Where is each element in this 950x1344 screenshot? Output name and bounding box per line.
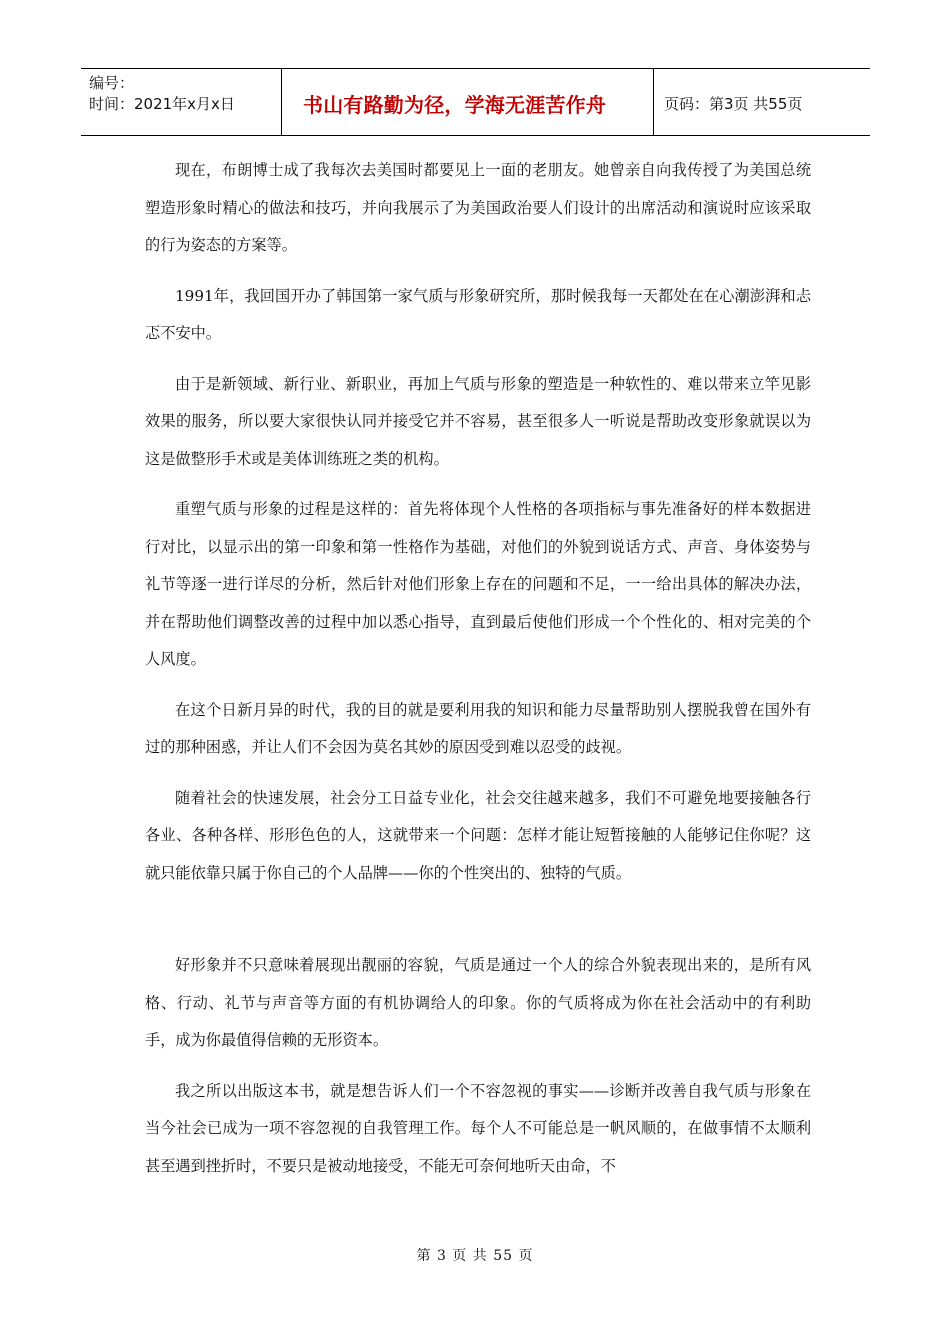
paragraph-5: 在这个日新月异的时代，我的目的就是要利用我的知识和能力尽量帮助别人摆脱我曾在国外有过的那种困惑，并让人们不会因为莫名其妙的原因受到难以忍受的歧视。 xyxy=(145,700,811,756)
header-slogan: 书山有路勤为径，学海无涯苦作舟 xyxy=(282,69,654,135)
paragraph-3: 由于是新领域、新行业、新职业，再加上气质与形象的塑造是一种软性的、难以带来立竿见影效果的服务，所以要大家很快认同并接受它并不容易，甚至很多人一听说是帮助改变形象就误以为这是做整形手术或是美体训练班之类的机构。 xyxy=(145,374,811,468)
paragraph-6: 随着社会的快速发展，社会分工日益专业化，社会交往越来越多，我们不可避免地要接触各行各业、各种各样、形形色色的人，这就带来一个问题：怎样才能让短暂接触的人能够记住你呢？这就只能依靠只属于你自己的个人品牌——你的个性突出的、独特的气质。 xyxy=(145,788,811,882)
time-label: 时间：2021年x月x日 xyxy=(89,95,235,113)
document-body xyxy=(145,152,811,1185)
page-footer: 第 3 页 共 55 页 xyxy=(416,1248,534,1264)
paragraph-1: 现在，布朗博士成了我每次去美国时都要见上一面的老朋友。她曾亲自向我传授了为美国总统塑造形象时精心的做法和技巧，并向我展示了为美国政治要人们设计的出席活动和演说时应该采取的行为姿态的方案等。 xyxy=(145,161,811,254)
paragraph-7: 好形象并不只意味着展现出靓丽的容貌，气质是通过一个人的综合外貌表现出来的，是所有风格、行动、礼节与声音等方面的有机协调给人的印象。你的气质将成为你在社会活动中的有利助手，成为你最值得信赖的无形资本。 xyxy=(145,956,811,1049)
paragraph-4: 重塑气质与形象的过程是这样的：首先将体现个人性格的各项指标与事先准备好的样本数据进行对比，以显示出的第一印象和第一性格作为基础，对他们的外貌到说话方式、声音、身体姿势与礼节等逐一进行详尽的分析，然后针对他们形象上存在的问题和不足，一一给出具体的解决办法，并在帮助他们调整改善的过程中加以悉心指导，直到最后使他们形成一个个性化的、相对完美的个人风度。 xyxy=(145,500,811,668)
header-page-info: 页码：第3页 共55页 xyxy=(664,95,803,113)
page-header xyxy=(81,68,870,136)
header-meta xyxy=(81,69,282,135)
paragraph-2: 1991年，我回国开办了韩国第一家气质与形象研究所，那时候我每一天都处在在心潮澎湃和忐忑不安中。 xyxy=(145,286,811,342)
code-label: 编号： xyxy=(89,74,135,92)
paragraph-8: 我之所以出版这本书，就是想告诉人们一个不容忽视的事实——诊断并改善自我气质与形象在当今社会已成为一项不容忽视的自我管理工作。每个人不可能总是一帆风顺的，在做事情不太顺利甚至遇到挫折时，不要只是被动地接受，不能无可奈何地听天由命，不 xyxy=(145,1081,811,1175)
